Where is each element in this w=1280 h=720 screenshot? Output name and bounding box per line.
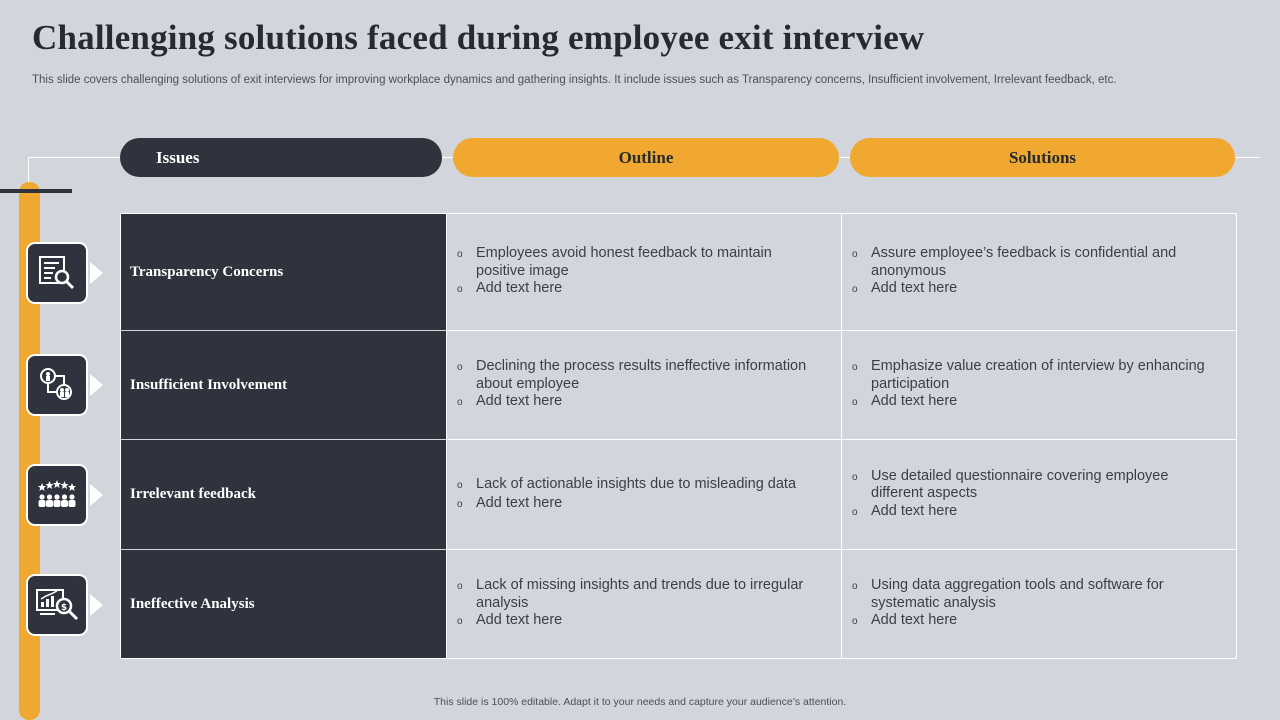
svg-text:$: $ [60,603,68,613]
issue-cell: Transparency Concerns [121,214,446,331]
outline-cell [446,214,841,331]
slide-subtitle: This slide covers challenging solutions of exit interviews for improving workplace dynamics and gathering insights. It include issues such as Transparency concerns, Insufficient involvement, Irrelevant feedback, etc. [32,74,1117,86]
issues-table [120,213,1237,659]
list-item: o Add text here [457,494,563,511]
header-issues: Issues [120,138,442,177]
document-search-icon [26,242,88,304]
outline-cell [446,331,841,440]
list-item: o Use detailed questionnaire covering employee different aspects [852,467,1169,502]
slide-footer: This slide is 100% editable. Adapt it to your needs and capture your audience’s attention. [433,696,847,708]
solution-cell [841,440,1236,550]
list-item: o Using data aggregation tools and software for systematic analysis [852,577,1164,611]
table-row [121,331,1236,440]
list-item: o Employees avoid honest feedback to maintain positive image [457,245,772,279]
header-connector-drop [28,157,29,185]
outline-cell [446,550,841,658]
issue-cell: Ineffective Analysis [121,550,446,658]
list-item: o Declining the process results ineffective information about employee [457,358,807,392]
table-row [121,214,1236,331]
list-item: o Add text here [852,502,958,519]
list-item: o Assure employee’s feedback is confidential and anonymous [852,245,1177,279]
list-item: o Add text here [457,280,563,297]
list-item: o Emphasize value creation of interview by enhancing participation [852,358,1205,392]
table-row [121,550,1236,658]
solution-cell [841,550,1236,658]
slide-title: Challenging solutions faced during employee exit interview [32,18,925,57]
list-item: o Add text here [852,393,958,410]
chart-analysis-icon [26,574,88,636]
people-network-icon [26,354,88,416]
list-item: o Add text here [852,612,958,629]
row-pointer [90,374,103,396]
list-item: o Lack of actionable insights due to misleading data [457,476,797,492]
row-pointer [90,594,103,616]
row-pointer [90,484,103,506]
header-solutions: Solutions [850,138,1235,177]
timeline-tick [0,189,72,193]
rating-stars-people-icon [26,464,88,526]
list-item: o Add text here [457,612,563,629]
list-item: o Add text here [852,280,958,297]
header-outline: Outline [453,138,839,177]
solution-cell [841,214,1236,331]
issue-cell: Insufficient Involvement [121,331,446,440]
row-pointer [90,262,103,284]
solution-cell [841,331,1236,440]
table-row [121,440,1236,550]
list-item: o Add text here [457,393,563,410]
outline-cell [446,440,841,550]
issue-cell: Irrelevant feedback [121,440,446,550]
list-item: o Lack of missing insights and trends due to irregular analysis [457,577,804,611]
